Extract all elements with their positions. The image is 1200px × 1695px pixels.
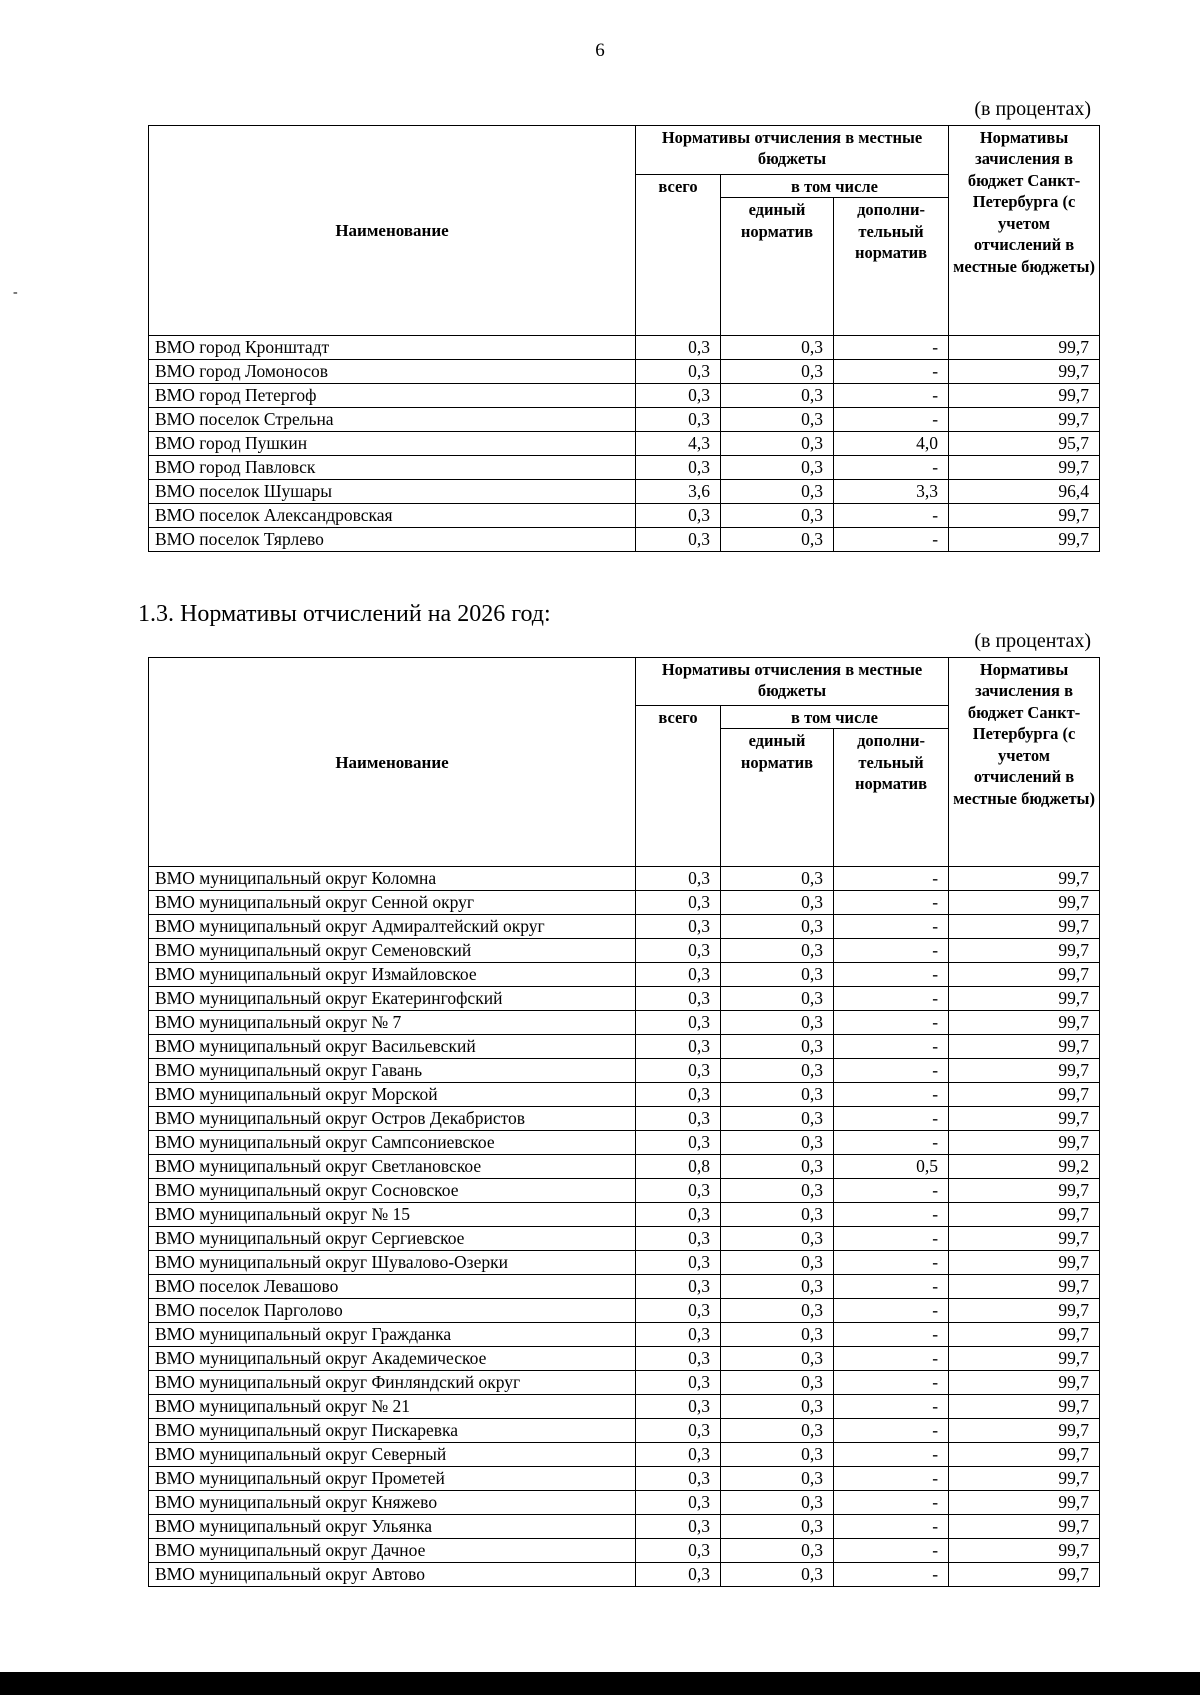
table-row — [149, 987, 1100, 1011]
cell-total: 0,3 — [636, 1443, 721, 1467]
cell-spb: 99,7 — [949, 1539, 1100, 1563]
row-name: ВМО поселок Левашово — [149, 1275, 636, 1299]
cell-total: 0,3 — [636, 963, 721, 987]
cell-spb: 99,7 — [949, 1203, 1100, 1227]
cell-additional: - — [834, 1083, 949, 1107]
margin-mark: - — [13, 285, 18, 300]
cell-unified: 0,3 — [721, 1539, 834, 1563]
cell-unified: 0,3 — [721, 1227, 834, 1251]
table-row — [149, 939, 1100, 963]
cell-total: 0,3 — [636, 408, 721, 432]
cell-additional: - — [834, 1227, 949, 1251]
cell-unified: 0,3 — [721, 1395, 834, 1419]
cell-additional: - — [834, 1203, 949, 1227]
cell-total: 0,3 — [636, 1371, 721, 1395]
cell-unified: 0,3 — [721, 1059, 834, 1083]
cell-unified: 0,3 — [721, 1083, 834, 1107]
cell-additional: - — [834, 891, 949, 915]
cell-total: 0,3 — [636, 1395, 721, 1419]
table2-unit-note: (в процентах) — [974, 630, 1091, 652]
cell-unified: 0,3 — [721, 384, 834, 408]
cell-unified: 0,3 — [721, 867, 834, 891]
cell-unified: 0,3 — [721, 504, 834, 528]
cell-spb: 99,7 — [949, 1371, 1100, 1395]
cell-additional: - — [834, 456, 949, 480]
cell-unified: 0,3 — [721, 432, 834, 456]
cell-unified: 0,3 — [721, 456, 834, 480]
table-row — [149, 1515, 1100, 1539]
row-name: ВМО муниципальный округ Сергиевское — [149, 1227, 636, 1251]
cell-unified: 0,3 — [721, 360, 834, 384]
table-row — [149, 1467, 1100, 1491]
cell-total: 0,3 — [636, 867, 721, 891]
table-row — [149, 1227, 1100, 1251]
table-row — [149, 963, 1100, 987]
cell-unified: 0,3 — [721, 1275, 834, 1299]
row-name: ВМО муниципальный округ Светлановское — [149, 1155, 636, 1179]
cell-unified: 0,3 — [721, 1347, 834, 1371]
cell-unified: 0,3 — [721, 480, 834, 504]
cell-spb: 99,7 — [949, 1491, 1100, 1515]
cell-additional: - — [834, 528, 949, 552]
table-row — [149, 1347, 1100, 1371]
cell-total: 0,3 — [636, 939, 721, 963]
table-row — [149, 1323, 1100, 1347]
cell-unified: 0,3 — [721, 1443, 834, 1467]
cell-additional: - — [834, 1035, 949, 1059]
row-name: ВМО муниципальный округ Академическое — [149, 1347, 636, 1371]
row-name: ВМО муниципальный округ Коломна — [149, 867, 636, 891]
header-crediting: Нормативы зачисления в бюджет Санкт-Петербурга (с учетом отчислений в местные бюджеты) — [949, 126, 1100, 336]
cell-total: 0,3 — [636, 1107, 721, 1131]
cell-spb: 99,7 — [949, 336, 1100, 360]
cell-spb: 99,7 — [949, 504, 1100, 528]
cell-spb: 99,7 — [949, 867, 1100, 891]
row-name: ВМО муниципальный округ Сампсониевское — [149, 1131, 636, 1155]
cell-additional: - — [834, 1371, 949, 1395]
cell-spb: 99,7 — [949, 1467, 1100, 1491]
cell-total: 0,3 — [636, 891, 721, 915]
cell-additional: - — [834, 1419, 949, 1443]
cell-spb: 99,7 — [949, 1131, 1100, 1155]
cell-unified: 0,3 — [721, 1563, 834, 1587]
row-name: ВМО муниципальный округ Гавань — [149, 1059, 636, 1083]
table-row — [149, 384, 1100, 408]
table1-unit-note: (в процентах) — [974, 98, 1091, 120]
cell-additional: - — [834, 1131, 949, 1155]
cell-total: 0,3 — [636, 1179, 721, 1203]
table-row — [149, 408, 1100, 432]
table-row — [149, 504, 1100, 528]
cell-spb: 99,7 — [949, 1323, 1100, 1347]
cell-additional: 4,0 — [834, 432, 949, 456]
cell-spb: 99,7 — [949, 987, 1100, 1011]
cell-unified: 0,3 — [721, 915, 834, 939]
row-name: ВМО муниципальный округ Шувалово-Озерки — [149, 1251, 636, 1275]
row-name: ВМО муниципальный округ № 7 — [149, 1011, 636, 1035]
cell-unified: 0,3 — [721, 336, 834, 360]
cell-total: 0,3 — [636, 456, 721, 480]
cell-total: 0,3 — [636, 360, 721, 384]
cell-spb: 99,7 — [949, 1227, 1100, 1251]
cell-spb: 99,7 — [949, 1515, 1100, 1539]
table2 — [148, 657, 1100, 1587]
table-row — [149, 360, 1100, 384]
table-row — [149, 1275, 1100, 1299]
table-row — [149, 1203, 1100, 1227]
cell-spb: 96,4 — [949, 480, 1100, 504]
header-name: Наименование — [149, 658, 636, 867]
cell-spb: 99,7 — [949, 1011, 1100, 1035]
cell-total: 3,6 — [636, 480, 721, 504]
cell-total: 0,3 — [636, 1083, 721, 1107]
table-row — [149, 1443, 1100, 1467]
table-row — [149, 1011, 1100, 1035]
table-row — [149, 456, 1100, 480]
row-name: ВМО поселок Парголово — [149, 1299, 636, 1323]
cell-total: 0,3 — [636, 1251, 721, 1275]
cell-spb: 99,7 — [949, 891, 1100, 915]
cell-spb: 99,7 — [949, 1563, 1100, 1587]
cell-unified: 0,3 — [721, 1491, 834, 1515]
table-row — [149, 1491, 1100, 1515]
cell-additional: 3,3 — [834, 480, 949, 504]
cell-spb: 99,7 — [949, 1083, 1100, 1107]
row-name: ВМО муниципальный округ Автово — [149, 1563, 636, 1587]
cell-unified: 0,3 — [721, 1515, 834, 1539]
cell-spb: 99,7 — [949, 1059, 1100, 1083]
table1-body — [149, 336, 1100, 552]
row-name: ВМО поселок Александровская — [149, 504, 636, 528]
row-name: ВМО муниципальный округ Гражданка — [149, 1323, 636, 1347]
cell-total: 0,3 — [636, 1203, 721, 1227]
cell-spb: 99,7 — [949, 456, 1100, 480]
row-name: ВМО муниципальный округ Прометей — [149, 1467, 636, 1491]
cell-unified: 0,3 — [721, 1035, 834, 1059]
cell-total: 4,3 — [636, 432, 721, 456]
table-row — [149, 1539, 1100, 1563]
header-total: всего — [636, 175, 721, 336]
row-name: ВМО поселок Шушары — [149, 480, 636, 504]
cell-spb: 99,7 — [949, 1251, 1100, 1275]
cell-total: 0,3 — [636, 1467, 721, 1491]
row-name: ВМО муниципальный округ Княжево — [149, 1491, 636, 1515]
cell-unified: 0,3 — [721, 891, 834, 915]
cell-spb: 99,7 — [949, 1275, 1100, 1299]
cell-additional: - — [834, 1467, 949, 1491]
table-row — [149, 1155, 1100, 1179]
cell-unified: 0,3 — [721, 408, 834, 432]
cell-additional: - — [834, 1347, 949, 1371]
cell-unified: 0,3 — [721, 1179, 834, 1203]
header-total: всего — [636, 706, 721, 867]
row-name: ВМО город Кронштадт — [149, 336, 636, 360]
table-row — [149, 1563, 1100, 1587]
cell-total: 0,3 — [636, 987, 721, 1011]
table-row — [149, 1395, 1100, 1419]
cell-total: 0,3 — [636, 1059, 721, 1083]
row-name: ВМО поселок Стрельна — [149, 408, 636, 432]
cell-additional: - — [834, 336, 949, 360]
cell-unified: 0,3 — [721, 1203, 834, 1227]
cell-additional: - — [834, 408, 949, 432]
cell-total: 0,8 — [636, 1155, 721, 1179]
row-name: ВМО поселок Тярлево — [149, 528, 636, 552]
table1 — [148, 125, 1100, 552]
table-row — [149, 1251, 1100, 1275]
table-row — [149, 336, 1100, 360]
row-name: ВМО муниципальный округ Дачное — [149, 1539, 636, 1563]
cell-spb: 99,7 — [949, 1179, 1100, 1203]
row-name: ВМО муниципальный округ Северный — [149, 1443, 636, 1467]
row-name: ВМО город Петергоф — [149, 384, 636, 408]
row-name: ВМО муниципальный округ Сенной округ — [149, 891, 636, 915]
row-name: ВМО муниципальный округ Екатерингофский — [149, 987, 636, 1011]
cell-additional: - — [834, 1179, 949, 1203]
cell-unified: 0,3 — [721, 1155, 834, 1179]
row-name: ВМО муниципальный округ № 15 — [149, 1203, 636, 1227]
cell-additional: - — [834, 1059, 949, 1083]
cell-spb: 99,7 — [949, 408, 1100, 432]
cell-spb: 99,7 — [949, 1299, 1100, 1323]
table-row — [149, 1371, 1100, 1395]
header-name: Наименование — [149, 126, 636, 336]
row-name: ВМО муниципальный округ Васильевский — [149, 1035, 636, 1059]
cell-additional: - — [834, 360, 949, 384]
row-name: ВМО муниципальный округ № 21 — [149, 1395, 636, 1419]
table-row — [149, 1107, 1100, 1131]
cell-spb: 99,7 — [949, 1395, 1100, 1419]
cell-total: 0,3 — [636, 1347, 721, 1371]
table-row — [149, 1179, 1100, 1203]
cell-additional: - — [834, 1251, 949, 1275]
cell-unified: 0,3 — [721, 987, 834, 1011]
cell-total: 0,3 — [636, 1227, 721, 1251]
cell-additional: - — [834, 1011, 949, 1035]
cell-total: 0,3 — [636, 504, 721, 528]
table-row — [149, 1419, 1100, 1443]
cell-unified: 0,3 — [721, 1251, 834, 1275]
table-row — [149, 1035, 1100, 1059]
cell-total: 0,3 — [636, 1419, 721, 1443]
header-additional: дополни-тельный норматив — [834, 729, 949, 867]
row-name: ВМО муниципальный округ Пискаревка — [149, 1419, 636, 1443]
cell-unified: 0,3 — [721, 1011, 834, 1035]
cell-spb: 99,7 — [949, 939, 1100, 963]
row-name: ВМО город Ломоносов — [149, 360, 636, 384]
cell-unified: 0,3 — [721, 1107, 834, 1131]
cell-total: 0,3 — [636, 915, 721, 939]
table-row — [149, 891, 1100, 915]
table2-body — [149, 867, 1100, 1587]
cell-unified: 0,3 — [721, 1299, 834, 1323]
row-name: ВМО город Пушкин — [149, 432, 636, 456]
cell-spb: 99,7 — [949, 1443, 1100, 1467]
cell-total: 0,3 — [636, 1011, 721, 1035]
cell-additional: - — [834, 1515, 949, 1539]
cell-additional: - — [834, 1275, 949, 1299]
cell-additional: - — [834, 1491, 949, 1515]
table-row — [149, 1299, 1100, 1323]
cell-total: 0,3 — [636, 1515, 721, 1539]
cell-unified: 0,3 — [721, 1323, 834, 1347]
cell-total: 0,3 — [636, 1275, 721, 1299]
cell-total: 0,3 — [636, 1035, 721, 1059]
header-transfer-group: Нормативы отчисления в местные бюджеты — [636, 658, 949, 706]
section-heading: 1.3. Нормативы отчислений на 2026 год: — [138, 601, 551, 627]
cell-total: 0,3 — [636, 1131, 721, 1155]
header-unified: единый норматив — [721, 729, 834, 867]
cell-additional: - — [834, 1323, 949, 1347]
cell-total: 0,3 — [636, 1563, 721, 1587]
cell-unified: 0,3 — [721, 1419, 834, 1443]
table-row — [149, 1083, 1100, 1107]
row-name: ВМО муниципальный округ Измайловское — [149, 963, 636, 987]
table-row — [149, 1131, 1100, 1155]
row-name: ВМО муниципальный округ Адмиралтейский округ — [149, 915, 636, 939]
cell-total: 0,3 — [636, 336, 721, 360]
cell-spb: 99,7 — [949, 1107, 1100, 1131]
page-number: 6 — [595, 40, 605, 61]
cell-spb: 99,2 — [949, 1155, 1100, 1179]
cell-unified: 0,3 — [721, 1131, 834, 1155]
cell-unified: 0,3 — [721, 1371, 834, 1395]
cell-spb: 95,7 — [949, 432, 1100, 456]
cell-additional: - — [834, 963, 949, 987]
table-row — [149, 528, 1100, 552]
cell-additional: - — [834, 939, 949, 963]
cell-total: 0,3 — [636, 1299, 721, 1323]
cell-total: 0,3 — [636, 1323, 721, 1347]
header-transfer-group: Нормативы отчисления в местные бюджеты — [636, 126, 949, 175]
cell-additional: - — [834, 1443, 949, 1467]
table-row — [149, 1059, 1100, 1083]
cell-additional: - — [834, 384, 949, 408]
cell-spb: 99,7 — [949, 528, 1100, 552]
cell-unified: 0,3 — [721, 939, 834, 963]
cell-total: 0,3 — [636, 528, 721, 552]
cell-additional: - — [834, 504, 949, 528]
header-unified: единый норматив — [721, 198, 834, 336]
row-name: ВМО муниципальный округ Морской — [149, 1083, 636, 1107]
table-row — [149, 480, 1100, 504]
cell-total: 0,3 — [636, 1539, 721, 1563]
cell-additional: - — [834, 867, 949, 891]
cell-additional: - — [834, 915, 949, 939]
row-name: ВМО муниципальный округ Ульянка — [149, 1515, 636, 1539]
cell-additional: - — [834, 1299, 949, 1323]
table-row — [149, 432, 1100, 456]
row-name: ВМО муниципальный округ Сосновское — [149, 1179, 636, 1203]
cell-additional: 0,5 — [834, 1155, 949, 1179]
cell-unified: 0,3 — [721, 963, 834, 987]
cell-unified: 0,3 — [721, 528, 834, 552]
scan-bottom-edge — [0, 1672, 1200, 1695]
row-name: ВМО муниципальный округ Финляндский округ — [149, 1371, 636, 1395]
cell-spb: 99,7 — [949, 1035, 1100, 1059]
header-crediting: Нормативы зачисления в бюджет Санкт-Петербурга (с учетом отчислений в местные бюджеты) — [949, 658, 1100, 867]
cell-unified: 0,3 — [721, 1467, 834, 1491]
cell-spb: 99,7 — [949, 384, 1100, 408]
cell-spb: 99,7 — [949, 963, 1100, 987]
cell-additional: - — [834, 1563, 949, 1587]
cell-additional: - — [834, 1539, 949, 1563]
cell-additional: - — [834, 1107, 949, 1131]
header-including: в том числе — [721, 706, 949, 729]
cell-total: 0,3 — [636, 384, 721, 408]
header-additional: дополни-тельный норматив — [834, 198, 949, 336]
table-row — [149, 915, 1100, 939]
cell-spb: 99,7 — [949, 360, 1100, 384]
table-row — [149, 867, 1100, 891]
row-name: ВМО муниципальный округ Семеновский — [149, 939, 636, 963]
cell-total: 0,3 — [636, 1491, 721, 1515]
cell-spb: 99,7 — [949, 1347, 1100, 1371]
cell-spb: 99,7 — [949, 1419, 1100, 1443]
row-name: ВМО город Павловск — [149, 456, 636, 480]
cell-additional: - — [834, 1395, 949, 1419]
header-including: в том числе — [721, 175, 949, 198]
cell-spb: 99,7 — [949, 915, 1100, 939]
cell-additional: - — [834, 987, 949, 1011]
row-name: ВМО муниципальный округ Остров Декабристов — [149, 1107, 636, 1131]
